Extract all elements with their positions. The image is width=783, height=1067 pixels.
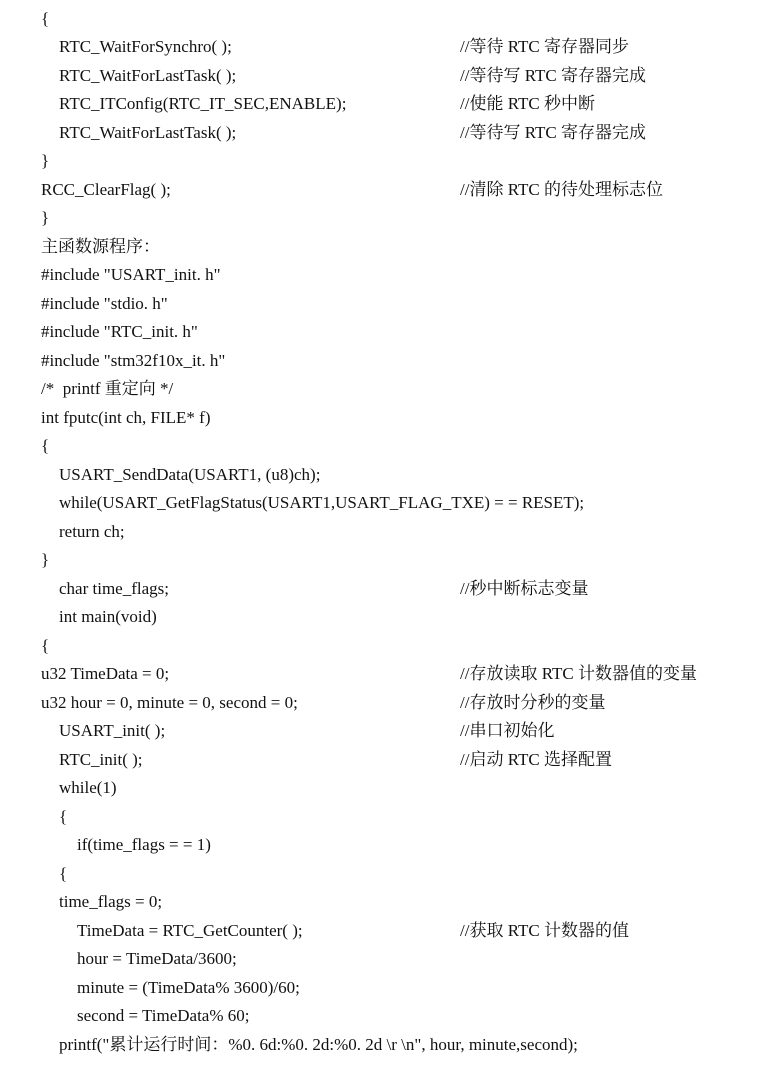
code-comment: //等待 RTC 寄存器同步	[460, 37, 629, 56]
code-line	[0, 147, 783, 175]
code-line	[0, 176, 783, 204]
code-line	[0, 660, 783, 688]
code-comment: //使能 RTC 秒中断	[460, 94, 595, 113]
code-line	[0, 717, 783, 745]
code-text: RTC_ITConfig(RTC_IT_SEC,ENABLE);	[59, 94, 347, 113]
code-text: second = TimeData% 60;	[77, 1006, 250, 1025]
code-text: {	[41, 436, 50, 455]
code-text: printf("累计运行时间：%0. 6d:%0. 2d:%0. 2d \r \n", hour, minute,second);	[59, 1035, 578, 1054]
code-text: char time_flags;	[59, 579, 169, 598]
code-text: RTC_WaitForLastTask( );	[59, 123, 237, 142]
code-text: /* printf 重定向 */	[41, 379, 174, 398]
code-line	[0, 774, 783, 802]
code-line	[0, 974, 783, 1002]
section-heading	[0, 233, 783, 261]
code-line	[0, 546, 783, 574]
code-text: int fputc(int ch, FILE* f)	[41, 408, 211, 427]
code-line	[0, 290, 783, 318]
code-line	[0, 33, 783, 61]
code-text: #include "stdio. h"	[41, 294, 168, 313]
code-text: #include "USART_init. h"	[41, 265, 221, 284]
code-text: if(time_flags = = 1)	[77, 835, 211, 854]
code-line	[0, 746, 783, 774]
code-text: USART_init( );	[59, 721, 166, 740]
code-text: time_flags = 0;	[59, 892, 163, 911]
code-text: #include "stm32f10x_it. h"	[41, 351, 226, 370]
code-text: {	[41, 636, 50, 655]
code-text: {	[41, 9, 50, 28]
code-line	[0, 803, 783, 831]
code-line	[0, 831, 783, 859]
code-line	[0, 575, 783, 603]
code-text: }	[41, 208, 50, 227]
code-line	[0, 945, 783, 973]
code-line	[0, 62, 783, 90]
code-text: USART_SendData(USART1, (u8)ch);	[59, 465, 321, 484]
code-text: while(1)	[59, 778, 117, 797]
code-line	[0, 1002, 783, 1030]
code-comment: //秒中断标志变量	[460, 579, 589, 598]
code-line	[0, 432, 783, 460]
code-comment: //获取 RTC 计数器的值	[460, 921, 629, 940]
code-comment: //清除 RTC 的待处理标志位	[460, 180, 663, 199]
code-text: u32 TimeData = 0;	[41, 664, 170, 683]
code-text: {	[59, 807, 68, 826]
code-text: minute = (TimeData% 3600)/60;	[77, 978, 300, 997]
code-line	[0, 461, 783, 489]
code-text: u32 hour = 0, minute = 0, second = 0;	[41, 693, 298, 712]
code-line	[0, 489, 783, 517]
code-comment: //存放时分秒的变量	[460, 693, 606, 712]
code-line	[0, 1031, 783, 1059]
code-text: }	[41, 151, 50, 170]
code-text: int main(void)	[59, 607, 157, 626]
code-text: while(USART_GetFlagStatus(USART1,USART_FLAG_TXE) = = RESET);	[59, 493, 585, 512]
code-line	[0, 518, 783, 546]
code-comment: //存放读取 RTC 计数器值的变量	[460, 664, 697, 683]
code-line	[0, 119, 783, 147]
code-line	[0, 5, 783, 33]
code-text: }	[41, 550, 50, 569]
code-line	[0, 318, 783, 346]
code-line	[0, 261, 783, 289]
code-text: {	[59, 864, 68, 883]
code-text: RCC_ClearFlag( );	[41, 180, 171, 199]
code-text: TimeData = RTC_GetCounter( );	[77, 921, 303, 940]
code-text: #include "RTC_init. h"	[41, 322, 198, 341]
code-line	[0, 888, 783, 916]
code-line	[0, 689, 783, 717]
code-comment: //等待写 RTC 寄存器完成	[460, 123, 646, 142]
code-text: hour = TimeData/3600;	[77, 949, 237, 968]
code-line	[0, 204, 783, 232]
code-line	[0, 347, 783, 375]
code-line	[0, 917, 783, 945]
code-text: RTC_WaitForSynchro( );	[59, 37, 232, 56]
code-line	[0, 404, 783, 432]
code-comment: //串口初始化	[460, 721, 555, 740]
code-line	[0, 632, 783, 660]
code-line	[0, 375, 783, 403]
code-text: 主函数源程序：	[41, 237, 160, 256]
code-text: return ch;	[59, 522, 125, 541]
code-line	[0, 860, 783, 888]
code-text: RTC_WaitForLastTask( );	[59, 66, 237, 85]
code-line	[0, 90, 783, 118]
code-line	[0, 603, 783, 631]
code-comment: //等待写 RTC 寄存器完成	[460, 66, 646, 85]
code-text: RTC_init( );	[59, 750, 143, 769]
code-comment: //启动 RTC 选择配置	[460, 750, 612, 769]
